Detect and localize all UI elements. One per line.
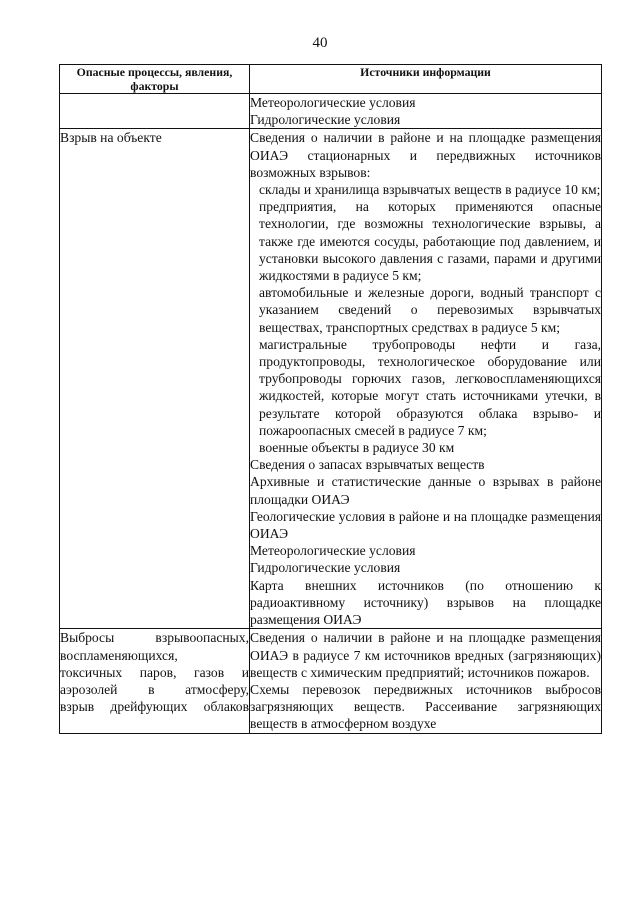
source-list-item: магистральные трубопроводы нефти и газа, продуктопроводы, технологическое оборудование или трубопроводы горючих газов, легковоспламеняющихся жидкостей, которые могут стать источниками утечки, в результате которой образуются облака взрыво- и пожароопасных смесей в радиусе 7 км; <box>259 336 601 438</box>
source-intro: Сведения о наличии в районе и на площадке размещения ОИАЭ стационарных и передвижных источников возможных взрывов: <box>250 130 601 180</box>
table-row <box>60 94 602 129</box>
source-line: Геологические условия в районе и на площадке размещения ОИАЭ <box>250 508 601 542</box>
sources-cell <box>250 129 602 629</box>
hazard-line: токсичных паров, газов и <box>60 664 249 680</box>
source-line: Метеорологические условия <box>250 95 416 110</box>
source-line: Сведения о наличии в районе и на площадке размещения ОИАЭ в радиусе 7 км источников вредных (загрязняющих) веществ с химическим предприятий; источников пожаров. <box>250 630 601 680</box>
header-hazards: Опасные процессы, явления, факторы <box>60 65 250 94</box>
page-number: 40 <box>312 35 328 51</box>
source-list-item: склады и хранилища взрывчатых веществ в радиусе 10 км; <box>259 182 601 198</box>
source-line: Архивные и статистические данные о взрывах в районе площадки ОИАЭ <box>250 474 601 507</box>
hazard-cell: Взрыв на объекте <box>60 129 250 629</box>
sources-cell <box>250 629 602 733</box>
source-line: Гидрологические условия <box>250 560 401 576</box>
source-list-item: предприятия, на которых применяются опасные технологии, где возможны технологические взрывы, а также где имеются сосуды, работающие под давлением, и установки высокого давления с газами, парами и другими жидкостями в радиусе 5 км; <box>259 199 601 284</box>
sources-cell <box>250 94 602 129</box>
hazard-line: взрыв дрейфующих облаков <box>60 699 249 715</box>
table-row <box>60 129 602 629</box>
hazard-cell <box>60 94 250 129</box>
header-sources: Источники информации <box>250 65 602 94</box>
table-header-row <box>60 65 602 94</box>
source-line: Сведения о запасах взрывчатых веществ <box>250 457 485 473</box>
hazard-line: воспламеняющихся, <box>60 647 178 663</box>
hazard-cell <box>60 629 250 733</box>
table-row <box>60 629 602 733</box>
source-line: Метеорологические условия <box>250 543 416 559</box>
hazard-line: Выбросы взрывоопасных, <box>60 630 249 646</box>
source-line: Гидрологические условия <box>250 112 401 128</box>
hazard-line: аэрозолей в атмосферу, <box>60 681 249 697</box>
source-line: Схемы перевозок передвижных источников выбросов загрязняющих веществ. Рассеивание загрязняющих веществ в атмосферном воздухе <box>250 681 601 732</box>
source-list-item: военные объекты в радиусе 30 км <box>259 440 455 456</box>
source-line: Карта внешних источников (по отношению к радиоактивному источнику) взрывов на площадке размещения ОИАЭ <box>250 577 601 628</box>
source-list-item: автомобильные и железные дороги, водный транспорт с указанием сведений о перевозимых взрывчатых веществах, транспортных средствах в радиусе 5 км; <box>259 285 601 335</box>
information-sources-table <box>59 64 602 734</box>
